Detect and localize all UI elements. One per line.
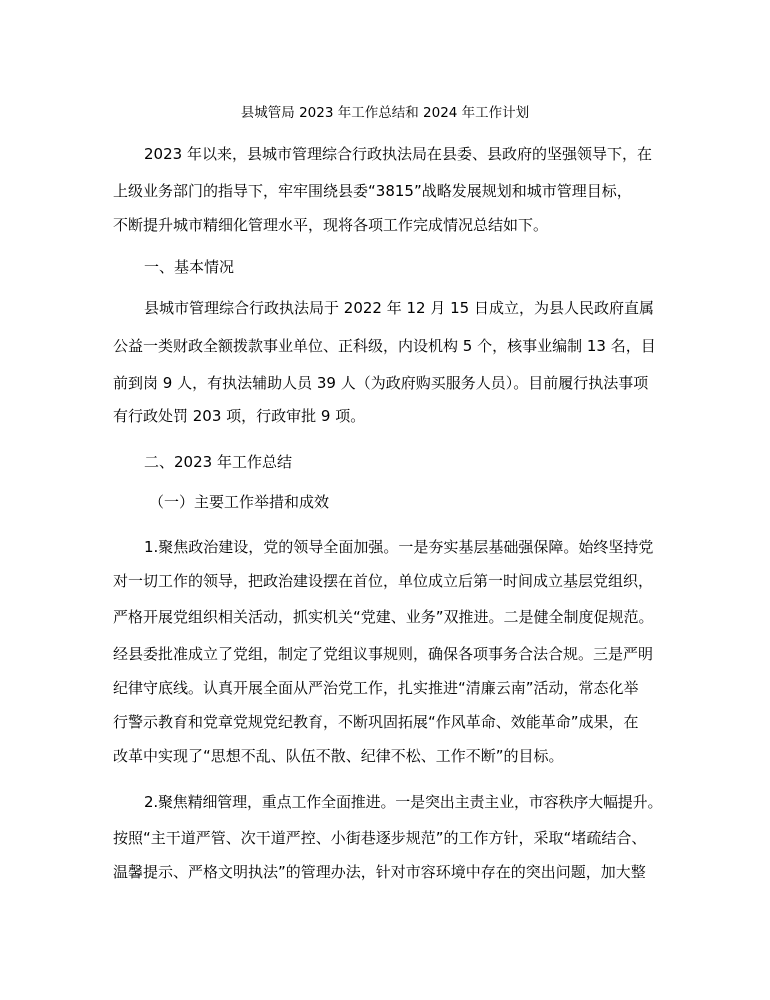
document-title: 县城管局 2023 年工作总结和 2024 年工作计划	[240, 105, 530, 121]
paragraph-management-line: 温馨提示、严格文明执法”的管理办法，针对市容环境中存在的突出问题，加大整	[113, 863, 646, 881]
section-heading-basic-info: 一、基本情况	[144, 258, 235, 276]
paragraph-political-line: 严格开展党组织相关活动，抓实机关“党建、业务”双推进。二是健全制度促规范。	[113, 608, 654, 626]
paragraph-intro-line: 不断提升城市精细化管理水平，现将各项工作完成情况总结如下。	[113, 216, 549, 234]
subsection-heading-measures: （一）主要工作举措和成效	[149, 493, 330, 511]
paragraph-political-line: 行警示教育和党章党规党纪教育，不断巩固拓展“作风革命、效能革命”成果，在	[113, 713, 639, 731]
paragraph-intro-line: 2023 年以来，县城市管理综合行政执法局在县委、县政府的坚强领导下，在	[144, 145, 652, 163]
paragraph-political-line: 改革中实现了“思想不乱、队伍不散、纪律不松、工作不断”的目标。	[113, 747, 564, 765]
paragraph-political-line: 经县委批准成立了党组，制定了党组议事规则，确保各项事务合法合规。三是严明	[113, 645, 654, 663]
paragraph-basic-info-line: 公益一类财政全额拨款事业单位、正科级，内设机构 5 个，核事业编制 13 名，目	[113, 337, 656, 355]
paragraph-political-line: 1.聚焦政治建设，党的领导全面加强。一是夯实基层基础强保障。始终坚持党	[144, 538, 654, 556]
paragraph-basic-info-line: 前到岗 9 人，有执法辅助人员 39 人（为政府购买服务人员）。目前履行执法事项	[113, 374, 649, 392]
paragraph-basic-info-line: 县城市管理综合行政执法局于 2022 年 12 月 15 日成立，为县人民政府直属	[144, 299, 654, 317]
paragraph-political-line: 对一切工作的领导，把政治建设摆在首位，单位成立后第一时间成立基层党组织，	[113, 572, 654, 590]
paragraph-management-line: 按照“主干道严管、次干道严控、小街巷逐步规范”的工作方针，采取“堵疏结合、	[113, 829, 647, 847]
paragraph-intro-line: 上级业务部门的指导下，牢牢围绕县委“3815”战略发展规划和城市管理目标，	[113, 182, 632, 200]
paragraph-basic-info-line: 有行政处罚 203 项，行政审批 9 项。	[113, 407, 366, 425]
paragraph-management-line: 2.聚焦精细管理，重点工作全面推进。一是突出主责主业，市容秩序大幅提升。	[144, 793, 663, 811]
section-heading-2023-summary: 二、2023 年工作总结	[144, 453, 292, 471]
paragraph-political-line: 纪律守底线。认真开展全面从严治党工作，扎实推进“清廉云南”活动，常态化举	[113, 679, 639, 697]
